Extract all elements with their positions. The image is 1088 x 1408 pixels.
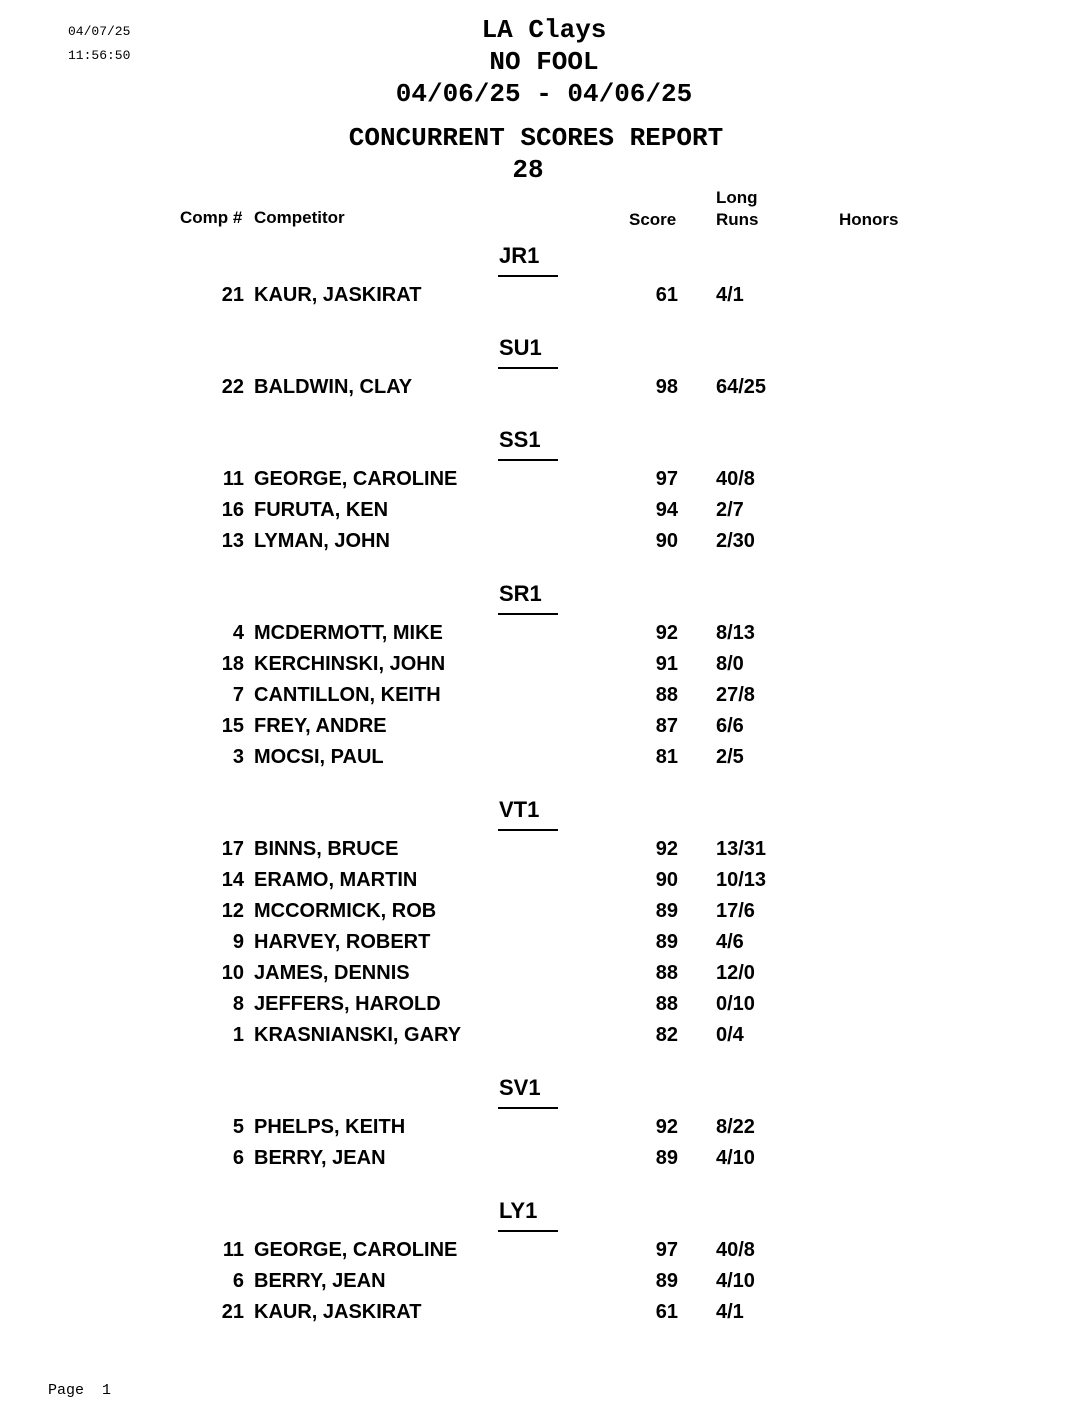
competitor-name: BALDWIN, CLAY — [254, 376, 413, 398]
score-value: 89 — [655, 1147, 678, 1169]
score-value: 82 — [655, 1024, 678, 1046]
table-row — [0, 993, 1088, 1021]
page-label: Page — [48, 1382, 85, 1399]
comp-number: 12 — [221, 900, 244, 922]
header-long-runs — [716, 187, 759, 231]
section-label: LY1 — [499, 1198, 538, 1223]
table-row — [0, 622, 1088, 650]
score-value: 90 — [655, 869, 678, 891]
header-comp-num: Comp # — [180, 208, 243, 227]
comp-number: 9 — [232, 931, 244, 953]
long-runs-value: 40/8 — [716, 1239, 755, 1261]
score-value: 97 — [655, 1239, 678, 1261]
long-runs-value: 40/8 — [716, 468, 755, 490]
long-runs-value: 2/30 — [716, 530, 755, 552]
long-runs-value: 6/6 — [716, 715, 744, 737]
long-runs-value: 4/10 — [716, 1147, 755, 1169]
score-value: 61 — [655, 1301, 678, 1323]
competitor-name: KERCHINSKI, JOHN — [254, 653, 446, 675]
competitor-name: JEFFERS, HAROLD — [254, 993, 441, 1015]
table-row — [0, 962, 1088, 990]
header-long-runs-line1: Long — [716, 188, 758, 207]
competitor-name: MCCORMICK, ROB — [254, 900, 437, 922]
table-row — [0, 931, 1088, 959]
long-runs-value: 0/10 — [716, 993, 755, 1015]
comp-number: 21 — [221, 284, 244, 306]
section-underline — [498, 613, 558, 615]
table-row — [0, 1270, 1088, 1298]
print-date: 04/07/25 — [68, 24, 131, 39]
long-runs-value: 2/7 — [716, 499, 744, 521]
competitor-name: KAUR, JASKIRAT — [254, 284, 422, 306]
section-label: VT1 — [499, 797, 540, 822]
table-row — [0, 530, 1088, 558]
comp-number: 7 — [232, 684, 244, 706]
long-runs-value: 4/1 — [716, 284, 744, 306]
section-label: SU1 — [499, 335, 542, 360]
date-range: 04/06/25 - 04/06/25 — [395, 79, 693, 109]
score-value: 88 — [655, 993, 678, 1015]
header-long-runs-line2: Runs — [716, 210, 759, 229]
score-value: 97 — [655, 468, 678, 490]
score-value: 94 — [655, 499, 678, 521]
competitor-name: LYMAN, JOHN — [254, 530, 390, 552]
section-label: SR1 — [499, 581, 542, 606]
comp-number: 11 — [222, 1239, 244, 1261]
long-runs-value: 13/31 — [716, 838, 767, 860]
score-value: 88 — [655, 684, 678, 706]
comp-number: 6 — [232, 1270, 244, 1292]
long-runs-value: 0/4 — [716, 1024, 744, 1046]
long-runs-value: 64/25 — [716, 376, 767, 398]
competitor-name: HARVEY, ROBERT — [254, 931, 431, 953]
long-runs-value: 4/10 — [716, 1270, 755, 1292]
comp-number: 1 — [232, 1024, 244, 1046]
score-value: 92 — [655, 838, 678, 860]
section-label: SS1 — [499, 427, 541, 452]
section-underline — [498, 275, 558, 277]
score-value: 92 — [655, 1116, 678, 1138]
header-honors: Honors — [839, 210, 899, 229]
comp-number: 3 — [232, 746, 244, 768]
table-row — [0, 715, 1088, 743]
table-row — [0, 838, 1088, 866]
long-runs-value: 8/22 — [716, 1116, 755, 1138]
section-underline — [498, 1107, 558, 1109]
table-row — [0, 284, 1088, 312]
section-underline — [498, 829, 558, 831]
table-row — [0, 746, 1088, 774]
comp-number: 16 — [221, 499, 244, 521]
score-value: 98 — [655, 376, 678, 398]
comp-number: 18 — [221, 653, 244, 675]
table-row — [0, 1024, 1088, 1052]
comp-number: 11 — [222, 468, 244, 490]
club-name: LA Clays — [481, 15, 607, 45]
long-runs-value: 8/13 — [716, 622, 755, 644]
score-value: 61 — [655, 284, 678, 306]
comp-number: 14 — [221, 869, 244, 891]
score-value: 90 — [655, 530, 678, 552]
comp-number: 8 — [232, 993, 244, 1015]
score-value: 89 — [655, 900, 678, 922]
table-row — [0, 376, 1088, 404]
competitor-name: MCDERMOTT, MIKE — [254, 622, 443, 644]
long-runs-value: 4/1 — [716, 1301, 744, 1323]
competitor-name: MOCSI, PAUL — [254, 746, 384, 768]
table-row — [0, 900, 1088, 928]
comp-number: 15 — [221, 715, 244, 737]
score-value: 89 — [655, 1270, 678, 1292]
long-runs-value: 2/5 — [716, 746, 744, 768]
report-number: 28 — [512, 155, 544, 185]
score-value: 89 — [655, 931, 678, 953]
competitor-name: BERRY, JEAN — [254, 1147, 386, 1169]
comp-number: 17 — [221, 838, 244, 860]
table-row — [0, 1301, 1088, 1329]
print-time: 11:56:50 — [68, 48, 131, 63]
score-value: 87 — [655, 715, 678, 737]
table-row — [0, 1239, 1088, 1267]
table-row — [0, 869, 1088, 897]
long-runs-value: 10/13 — [716, 869, 767, 891]
competitor-name: BINNS, BRUCE — [254, 838, 399, 860]
table-row — [0, 653, 1088, 681]
competitor-name: KRASNIANSKI, GARY — [254, 1024, 462, 1046]
page-footer — [48, 1382, 111, 1399]
comp-number: 4 — [232, 622, 244, 644]
comp-number: 10 — [221, 962, 244, 984]
report-title: CONCURRENT SCORES REPORT — [348, 123, 724, 153]
table-row — [0, 684, 1088, 712]
comp-number: 13 — [221, 530, 244, 552]
page-number: 1 — [102, 1382, 112, 1399]
competitor-name: CANTILLON, KEITH — [254, 684, 441, 706]
table-row — [0, 468, 1088, 496]
long-runs-value: 8/0 — [716, 653, 744, 675]
table-row — [0, 1116, 1088, 1144]
header-score: Score — [629, 210, 677, 229]
comp-number: 5 — [232, 1116, 244, 1138]
competitor-name: JAMES, DENNIS — [254, 962, 410, 984]
score-value: 88 — [655, 962, 678, 984]
competitor-name: GEORGE, CAROLINE — [254, 468, 458, 490]
long-runs-value: 4/6 — [716, 931, 744, 953]
score-value: 81 — [655, 746, 678, 768]
section-underline — [498, 367, 558, 369]
comp-number: 21 — [221, 1301, 244, 1323]
long-runs-value: 27/8 — [716, 684, 755, 706]
competitor-name: KAUR, JASKIRAT — [254, 1301, 422, 1323]
score-value: 91 — [655, 653, 678, 675]
event-name: NO FOOL — [489, 47, 599, 77]
long-runs-value: 17/6 — [716, 900, 755, 922]
comp-number: 22 — [221, 376, 244, 398]
competitor-name: PHELPS, KEITH — [254, 1116, 406, 1138]
long-runs-value: 12/0 — [716, 962, 755, 984]
table-row — [0, 499, 1088, 527]
competitor-name: GEORGE, CAROLINE — [254, 1239, 458, 1261]
competitor-name: FREY, ANDRE — [254, 715, 387, 737]
section-label: JR1 — [499, 243, 540, 268]
section-underline — [498, 1230, 558, 1232]
competitor-name: FURUTA, KEN — [254, 499, 389, 521]
section-label: SV1 — [499, 1075, 541, 1100]
comp-number: 6 — [232, 1147, 244, 1169]
competitor-name: BERRY, JEAN — [254, 1270, 386, 1292]
competitor-name: ERAMO, MARTIN — [254, 869, 418, 891]
section-underline — [498, 459, 558, 461]
header-competitor: Competitor — [254, 208, 345, 227]
score-value: 92 — [655, 622, 678, 644]
table-row — [0, 1147, 1088, 1175]
